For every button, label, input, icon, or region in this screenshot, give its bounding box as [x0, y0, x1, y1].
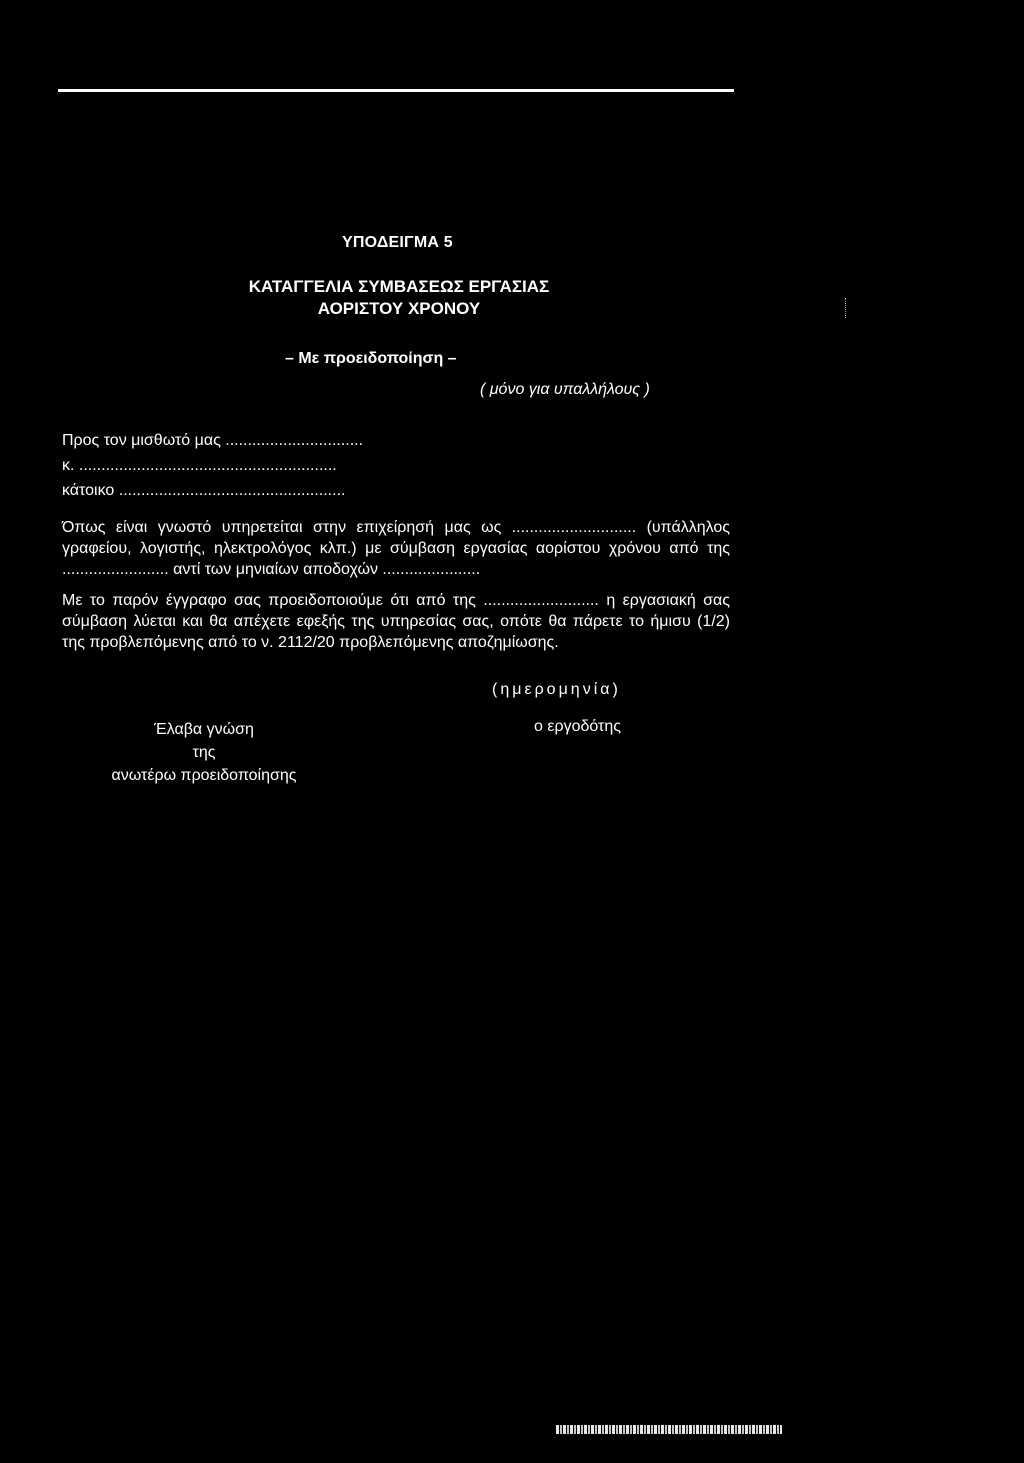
- date-placeholder: (ημερομηνία): [492, 681, 621, 698]
- ack-line-3: ανωτέρω προειδοποίησης: [111, 767, 297, 784]
- notice-subtitle: – Με προειδοποίηση –: [285, 350, 457, 367]
- paragraph-termination: Με το παρόν έγγραφο σας προειδοποιούμε ότι από της .......................... η εργασιακή σας σύμβαση λύεται και θα απέχετε εφεξής της υπηρεσίας σας, οπότε θα πάρετε το ήμισυ (1/2) της προβλεπόμενης από το ν. 2112/20 προβλεπόμενης αποζημίωσης.: [62, 592, 730, 651]
- paragraph-employment: Όπως είναι γνωστό υπηρετείται στην επιχείρησή μας ως ............................ (υπάλληλος γραφείου, λογιστής, ηλεκτρολόγος κλπ.) με σύμβαση εργασίας αορίστου χρόνου από της ........................ αντί των μηνιαίων αποδοχών ......................: [62, 519, 730, 578]
- title-line-2: ΑΟΡΙΣΤΟΥ ΧΡΟΝΟΥ: [317, 299, 481, 318]
- recipient-address-line: κάτοικο ...................................................: [62, 482, 346, 499]
- ack-line-1: Έλαβα γνώση: [154, 721, 254, 738]
- top-rule: [58, 89, 734, 92]
- recipient-block: [62, 428, 363, 503]
- ack-line-2: της: [192, 744, 216, 761]
- applicability-note: ( μόνο για υπαλλήλους ): [480, 381, 650, 398]
- document-title: [240, 276, 558, 320]
- letter-body: [62, 517, 730, 663]
- employer-signature: ο εργοδότης: [534, 718, 621, 735]
- example-label: ΥΠΟΔΕΙΓΜΑ 5: [342, 234, 453, 251]
- scan-footer-artifact: [556, 1425, 782, 1434]
- employee-acknowledgement: [96, 718, 312, 787]
- scan-mark: [845, 298, 847, 318]
- title-line-1: ΚΑΤΑΓΓΕΛΙΑ ΣΥΜΒΑΣΕΩΣ ΕΡΓΑΣΙΑΣ: [248, 277, 550, 296]
- recipient-line: Προς τον μισθωτό μας ...............................: [62, 432, 364, 449]
- recipient-name-line: κ. ..........................................................: [62, 457, 337, 474]
